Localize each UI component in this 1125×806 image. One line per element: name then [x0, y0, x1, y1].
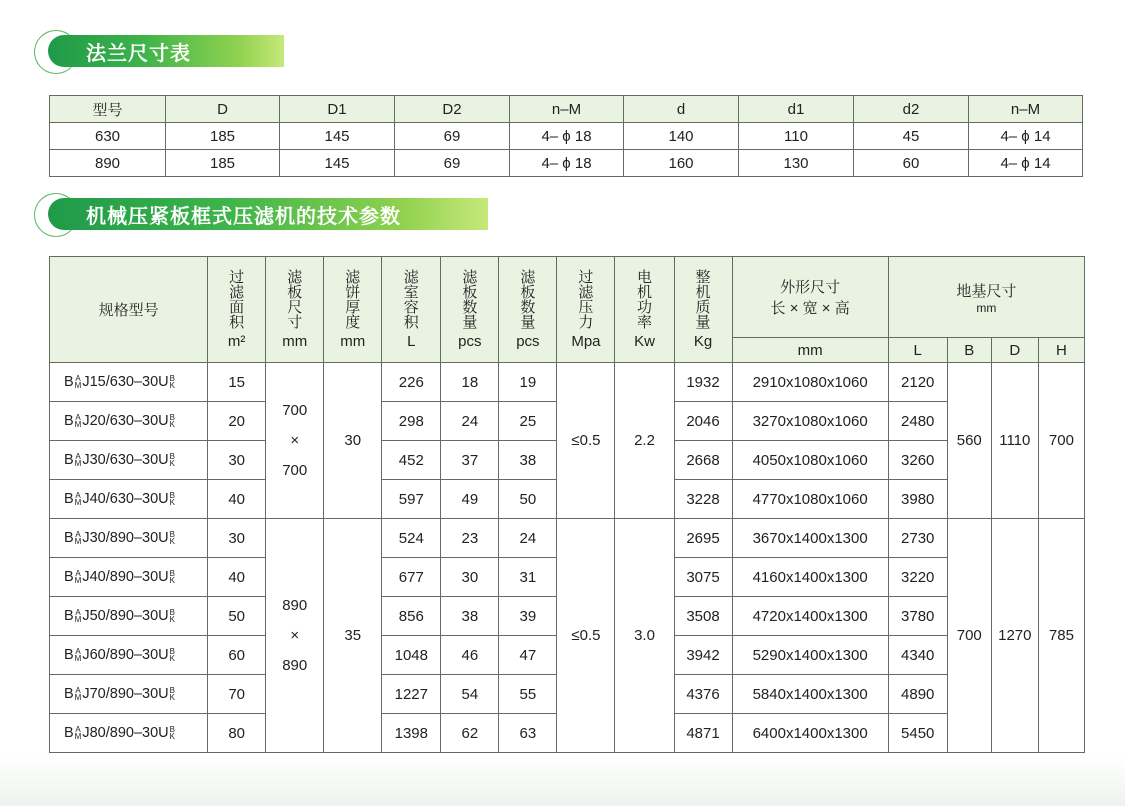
frames-cell: 19	[499, 363, 557, 402]
model-cell: B A M J30/890–30U B K	[50, 519, 208, 558]
header-base-L: L	[888, 338, 947, 363]
plates-cell: 46	[441, 636, 499, 675]
area-cell: 20	[208, 402, 266, 441]
spec-header-row	[50, 257, 1085, 338]
dims-cell: 3670x1400x1300	[732, 519, 888, 558]
model-cell: B A M J15/630–30U B K	[50, 363, 208, 402]
flange-cell: 4– ϕ 18	[510, 123, 624, 150]
flange-header-row	[50, 96, 1083, 123]
section-title-flange	[34, 30, 514, 78]
header-base-H: H	[1038, 338, 1084, 363]
header-frame-count: 滤板数量 pcs	[499, 257, 557, 363]
plates-cell: 18	[441, 363, 499, 402]
frames-cell: 25	[499, 402, 557, 441]
model-cell: B A M J40/630–30U B K	[50, 480, 208, 519]
flange-header-cell: d	[624, 96, 739, 123]
pressure-cell: ≤0.5	[557, 363, 615, 519]
header-power: 电机功率 Kw	[615, 257, 674, 363]
flange-cell: 69	[395, 150, 510, 177]
dims-cell: 4770x1080x1060	[732, 480, 888, 519]
header-plate-size: 滤板尺寸 mm	[266, 257, 324, 363]
weight-cell: 2695	[674, 519, 732, 558]
header-foundation: 地基尺寸 mm	[888, 257, 1084, 338]
flange-header-cell: D	[166, 96, 280, 123]
dims-cell: 5290x1400x1300	[732, 636, 888, 675]
flange-cell: 60	[854, 150, 969, 177]
table-row	[50, 519, 1085, 558]
area-cell: 30	[208, 441, 266, 480]
area-cell: 80	[208, 714, 266, 753]
flange-cell: 890	[50, 150, 166, 177]
plates-cell: 38	[441, 597, 499, 636]
technical-parameter-table	[49, 256, 1085, 753]
flange-cell: 185	[166, 123, 280, 150]
volume-cell: 452	[382, 441, 441, 480]
title-bar	[48, 198, 488, 230]
header-base-B: B	[947, 338, 991, 363]
area-cell: 40	[208, 480, 266, 519]
flange-header-cell: n–M	[510, 96, 624, 123]
area-cell: 15	[208, 363, 266, 402]
weight-cell: 4871	[674, 714, 732, 753]
dims-cell: 4160x1400x1300	[732, 558, 888, 597]
volume-cell: 856	[382, 597, 441, 636]
header-model: 规格型号	[50, 257, 208, 363]
flange-cell: 4– ϕ 14	[969, 123, 1083, 150]
base-B-cell: 560	[947, 363, 991, 519]
weight-cell: 4376	[674, 675, 732, 714]
flange-header-cell: n–M	[969, 96, 1083, 123]
flange-header-cell: d2	[854, 96, 969, 123]
base-L-cell: 2120	[888, 363, 947, 402]
flange-cell: 110	[739, 123, 854, 150]
flange-cell: 630	[50, 123, 166, 150]
cake-cell: 35	[324, 519, 382, 753]
weight-cell: 3075	[674, 558, 732, 597]
model-cell: B A M J50/890–30U B K	[50, 597, 208, 636]
section-title-text: 机械压紧板框式压滤机的技术参数	[86, 203, 401, 228]
flange-dimension-table	[49, 95, 1083, 177]
section-title-specs	[34, 193, 514, 241]
title-bar	[48, 35, 284, 67]
flange-cell: 4– ϕ 18	[510, 150, 624, 177]
volume-cell: 1227	[382, 675, 441, 714]
model-cell: B A M J20/630–30U B K	[50, 402, 208, 441]
header-area: 过滤面积 m²	[208, 257, 266, 363]
dims-cell: 5840x1400x1300	[732, 675, 888, 714]
pressure-cell: ≤0.5	[557, 519, 615, 753]
weight-cell: 1932	[674, 363, 732, 402]
base-L-cell: 2480	[888, 402, 947, 441]
flange-header-cell: D1	[280, 96, 395, 123]
header-dims-unit: mm	[732, 338, 888, 363]
plates-cell: 37	[441, 441, 499, 480]
flange-cell: 45	[854, 123, 969, 150]
volume-cell: 677	[382, 558, 441, 597]
dims-cell: 3270x1080x1060	[732, 402, 888, 441]
flange-cell: 130	[739, 150, 854, 177]
model-cell: B A M J60/890–30U B K	[50, 636, 208, 675]
volume-cell: 1048	[382, 636, 441, 675]
flange-cell: 145	[280, 150, 395, 177]
base-L-cell: 4890	[888, 675, 947, 714]
flange-cell: 140	[624, 123, 739, 150]
header-plate-count: 滤板数量 pcs	[441, 257, 499, 363]
cake-cell: 30	[324, 363, 382, 519]
header-dimensions: 外形尺寸 长 × 宽 × 高	[732, 257, 888, 338]
volume-cell: 298	[382, 402, 441, 441]
flange-header-cell: 型号	[50, 96, 166, 123]
area-cell: 40	[208, 558, 266, 597]
table-row	[50, 363, 1085, 402]
base-L-cell: 3780	[888, 597, 947, 636]
base-D-cell: 1270	[991, 519, 1038, 753]
volume-cell: 524	[382, 519, 441, 558]
table-row	[50, 123, 1083, 150]
frames-cell: 55	[499, 675, 557, 714]
flange-cell: 69	[395, 123, 510, 150]
power-cell: 2.2	[615, 363, 674, 519]
plates-cell: 30	[441, 558, 499, 597]
flange-header-cell: D2	[395, 96, 510, 123]
frames-cell: 50	[499, 480, 557, 519]
base-L-cell: 3980	[888, 480, 947, 519]
plates-cell: 24	[441, 402, 499, 441]
dims-cell: 2910x1080x1060	[732, 363, 888, 402]
plate-size-cell: 890 × 890	[266, 519, 324, 753]
area-cell: 60	[208, 636, 266, 675]
flange-cell: 160	[624, 150, 739, 177]
base-L-cell: 4340	[888, 636, 947, 675]
frames-cell: 38	[499, 441, 557, 480]
weight-cell: 3942	[674, 636, 732, 675]
flange-cell: 4– ϕ 14	[969, 150, 1083, 177]
model-cell: B A M J80/890–30U B K	[50, 714, 208, 753]
header-chamber-volume: 滤室容积 L	[382, 257, 441, 363]
dims-cell: 4720x1400x1300	[732, 597, 888, 636]
flange-header-cell: d1	[739, 96, 854, 123]
section-title-text: 法兰尺寸表	[86, 40, 191, 65]
page-bottom-fade	[0, 755, 1125, 806]
plates-cell: 62	[441, 714, 499, 753]
dims-cell: 4050x1080x1060	[732, 441, 888, 480]
header-base-D: D	[991, 338, 1038, 363]
model-cell: B A M J40/890–30U B K	[50, 558, 208, 597]
base-L-cell: 3260	[888, 441, 947, 480]
base-L-cell: 3220	[888, 558, 947, 597]
plates-cell: 54	[441, 675, 499, 714]
weight-cell: 3228	[674, 480, 732, 519]
header-pressure: 过滤压力 Mpa	[557, 257, 615, 363]
frames-cell: 24	[499, 519, 557, 558]
flange-cell: 185	[166, 150, 280, 177]
header-weight: 整机质量 Kg	[674, 257, 732, 363]
plates-cell: 23	[441, 519, 499, 558]
frames-cell: 31	[499, 558, 557, 597]
volume-cell: 597	[382, 480, 441, 519]
base-L-cell: 2730	[888, 519, 947, 558]
flange-cell: 145	[280, 123, 395, 150]
plates-cell: 49	[441, 480, 499, 519]
frames-cell: 47	[499, 636, 557, 675]
weight-cell: 2668	[674, 441, 732, 480]
area-cell: 30	[208, 519, 266, 558]
dims-cell: 6400x1400x1300	[732, 714, 888, 753]
model-cell: B A M J70/890–30U B K	[50, 675, 208, 714]
base-H-cell: 700	[1038, 363, 1084, 519]
table-row	[50, 150, 1083, 177]
volume-cell: 226	[382, 363, 441, 402]
header-cake-thickness: 滤饼厚度 mm	[324, 257, 382, 363]
area-cell: 70	[208, 675, 266, 714]
frames-cell: 63	[499, 714, 557, 753]
frames-cell: 39	[499, 597, 557, 636]
model-cell: B A M J30/630–30U B K	[50, 441, 208, 480]
weight-cell: 2046	[674, 402, 732, 441]
power-cell: 3.0	[615, 519, 674, 753]
weight-cell: 3508	[674, 597, 732, 636]
base-D-cell: 1110	[991, 363, 1038, 519]
plate-size-cell: 700 × 700	[266, 363, 324, 519]
base-B-cell: 700	[947, 519, 991, 753]
area-cell: 50	[208, 597, 266, 636]
volume-cell: 1398	[382, 714, 441, 753]
base-L-cell: 5450	[888, 714, 947, 753]
base-H-cell: 785	[1038, 519, 1084, 753]
